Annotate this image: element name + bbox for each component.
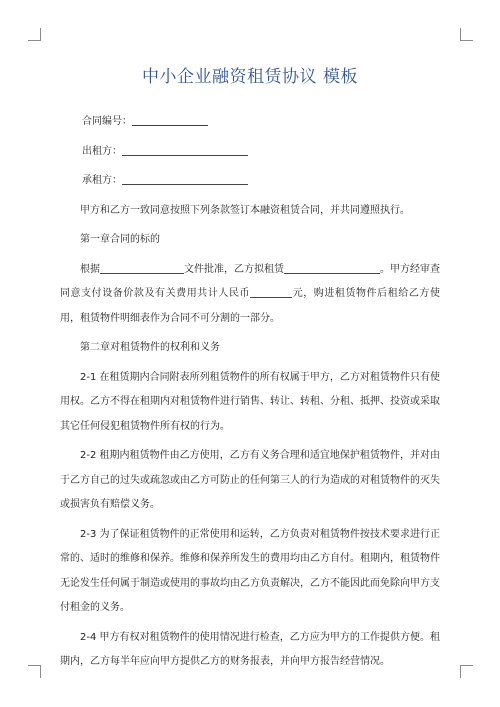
lessee-field <box>60 169 440 194</box>
intro-paragraph: 甲方和乙方一致同意按照下列条款签订本融资租赁合同，并共同遵照执行。 <box>80 204 410 216</box>
clause-2-2: 2-2 租期内租赁物件由乙方使用，乙方有义务合理和适宜地保护租赁物件，并对由于乙方自己的过失或疏忽或由乙方可防止的任何第三人的行为造成的对租赁物件的灭失或损害负有赔偿义务。 <box>60 450 440 510</box>
field-label: 合同编号： <box>82 116 132 127</box>
crop-mark-top-right <box>460 28 473 41</box>
field-label: 出租方： <box>82 145 122 157</box>
text-segment: 。甲方经审查同意支付设备价款及有关费用共计人民币 <box>60 263 440 299</box>
clause-2-1: 2-1 在租赁期内合同附表所列租赁物件的所有权属于甲方，乙方对租赁物件只有使用权。乙方不得在租期内对租赁物件进行销售、转让、转租、分租、抵押、投资或采取其它任何侵犯租赁物件所有权的行为。 <box>60 371 440 432</box>
chapter-1-heading: 第一章合同的标的 <box>80 234 160 245</box>
crop-mark-top-left <box>28 28 41 41</box>
blank-underline <box>122 172 248 185</box>
crop-mark-bottom-left <box>28 665 41 678</box>
chapter-1-paragraph <box>60 258 440 332</box>
document-body <box>60 110 440 675</box>
document-title: 中小企业融资租赁协议 模板 <box>142 67 358 87</box>
blank-underline <box>250 285 292 298</box>
lessor-field <box>60 140 440 165</box>
field-label: 承租方： <box>82 175 122 186</box>
text-segment: 根据 <box>80 263 100 275</box>
text-segment: 文件批准，乙方拟租赁 <box>184 263 284 275</box>
crop-mark-bottom-right <box>460 665 473 678</box>
text-segment: 元，购进租赁物件后租给乙方使用，租赁物件明细表作为合同不可分割的一部分。 <box>60 288 440 324</box>
chapter-2-heading: 第二章对租赁物件的权利和义务 <box>80 342 220 353</box>
blank-underline <box>100 261 184 274</box>
clause-2-3: 2-3 为了保证租赁物件的正常使用和运转，乙方负责对租赁物件按技术要求进行正常的、适时的维修和保养。维修和保养所发生的费用均由乙方自付。租期内，租赁物件无论发生任何属于制造或使用的事故均由乙方负责解决，乙方不能因此而免除向甲方支付租金的义务。 <box>60 528 440 613</box>
blank-underline <box>132 113 208 126</box>
contract-number-field <box>60 110 440 135</box>
clause-2-4: 2-4 甲方有权对租赁物件的使用情况进行检查，乙方应为甲方的工作提供方便。租期内，乙方每半年应向甲方提供乙方的财务报表，并向甲方报告经营情况。 <box>60 631 440 667</box>
blank-underline <box>122 143 248 156</box>
blank-underline <box>284 261 380 274</box>
